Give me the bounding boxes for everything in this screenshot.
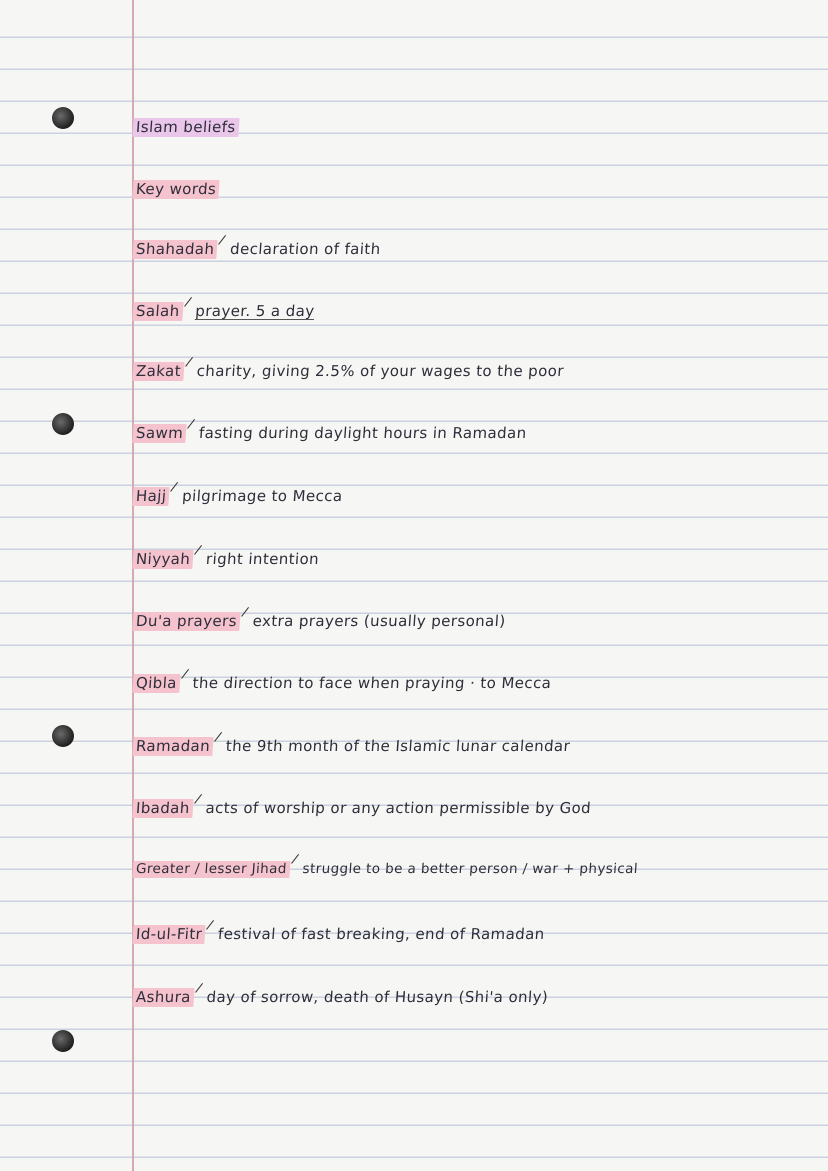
- entry-row: Qibla / the direction to face when praying · to Mecca: [132, 674, 828, 692]
- punch-hole: [52, 107, 74, 129]
- entry-term: Shahadah: [132, 240, 218, 259]
- entry-definition: the direction to face when praying · to Mecca: [192, 674, 552, 692]
- entry-term: Zakat: [132, 362, 184, 381]
- entry-row: Niyyah / right intention: [132, 550, 828, 568]
- entry-definition: the 9th month of the Islamic lunar calendar: [225, 737, 571, 755]
- entry-definition: fasting during daylight hours in Ramadan: [198, 424, 528, 442]
- entry-term: Ramadan: [132, 737, 213, 756]
- entry-term: Du'a prayers: [132, 612, 240, 631]
- entry-definition: acts of worship or any action permissible by God: [204, 799, 592, 817]
- entry-definition: charity, giving 2.5% of your wages to the poor: [196, 362, 565, 380]
- entry-row: Ramadan / the 9th month of the Islamic lunar calendar: [132, 737, 828, 755]
- entry-definition: festival of fast breaking, end of Ramadan: [217, 925, 546, 943]
- entry-row: Ashura / day of sorrow, death of Husayn (Shi'a only): [132, 988, 828, 1006]
- entry-term: Sawm: [132, 424, 187, 443]
- page-title: Islam beliefs: [132, 118, 239, 137]
- entry-row: Hajj / pilgrimage to Mecca: [132, 487, 828, 505]
- entry-row: Ibadah / acts of worship or any action permissible by God: [132, 799, 828, 817]
- entry-row: Zakat / charity, giving 2.5% of your wages to the poor: [132, 362, 828, 380]
- entry-row: Shahadah / declaration of faith: [132, 240, 828, 258]
- punch-hole: [52, 725, 74, 747]
- entry-definition: extra prayers (usually personal): [252, 612, 507, 630]
- entry-term: Hajj: [132, 487, 170, 506]
- entry-term: Ibadah: [132, 799, 193, 818]
- entry-definition: right intention: [205, 550, 320, 568]
- entry-term: Id-ul-Fitr: [132, 925, 206, 944]
- entry-definition: prayer. 5 a day: [194, 302, 316, 320]
- entry-row: Id-ul-Fitr / festival of fast breaking, end of Ramadan: [132, 925, 828, 943]
- entry-definition: day of sorrow, death of Husayn (Shi'a only): [206, 988, 549, 1006]
- entry-term: Greater / lesser Jihad: [132, 861, 290, 878]
- entry-definition: declaration of faith: [229, 240, 382, 258]
- punch-hole: [52, 1030, 74, 1052]
- entry-row: Du'a prayers / extra prayers (usually personal): [132, 612, 828, 630]
- entry-row: Sawm / fasting during daylight hours in Ramadan: [132, 424, 828, 442]
- entry-definition: struggle to be a better person / war + physical: [302, 861, 639, 877]
- entry-row: Greater / lesser Jihad/struggle to be a better person / war + physical: [132, 861, 828, 877]
- entry-term: Niyyah: [132, 550, 194, 569]
- entry-term: Ashura: [132, 988, 194, 1007]
- page-subtitle: Key words: [132, 180, 220, 199]
- page-title-line: [132, 118, 828, 136]
- entry-term: Qibla: [132, 674, 180, 693]
- entry-row: Salah / prayer. 5 a day: [132, 302, 828, 320]
- subtitle-line: [132, 180, 828, 198]
- entry-term: Salah: [132, 302, 183, 321]
- entry-definition: pilgrimage to Mecca: [181, 487, 344, 505]
- punch-hole: [52, 413, 74, 435]
